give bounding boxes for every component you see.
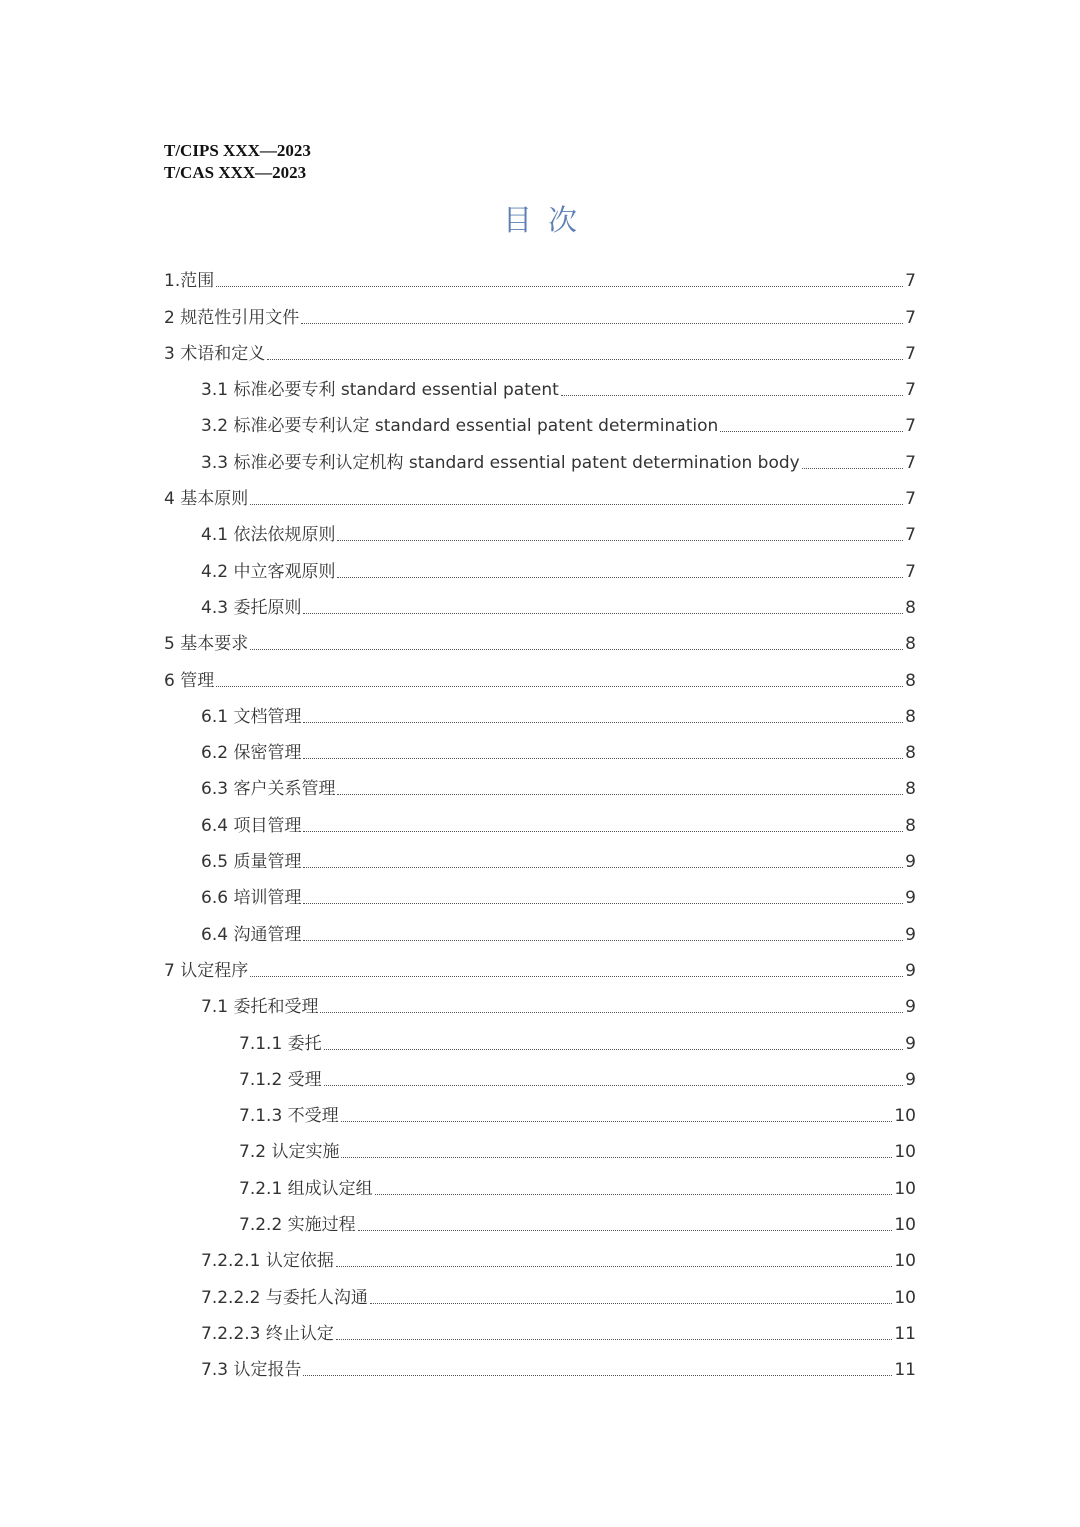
toc-entry[interactable] bbox=[164, 947, 916, 983]
toc-entry-label: 6.3 客户关系管理 bbox=[201, 779, 336, 800]
toc-entry-page-number: 7 bbox=[905, 380, 916, 401]
toc-entry-page-number: 7 bbox=[905, 416, 916, 437]
toc-entry[interactable] bbox=[164, 1019, 916, 1055]
toc-entry-label: 3.2 标准必要专利认定 standard essential patent determination bbox=[201, 416, 719, 437]
toc-entry-label: 7.1.2 受理 bbox=[239, 1069, 322, 1090]
toc-entry-label: 7.2.2 实施过程 bbox=[239, 1215, 356, 1236]
toc-entry[interactable] bbox=[164, 584, 916, 620]
toc-entry-page-number: 10 bbox=[894, 1287, 916, 1308]
dot-leader bbox=[337, 793, 903, 795]
toc-entry[interactable] bbox=[164, 656, 916, 692]
toc-entry[interactable] bbox=[164, 1092, 916, 1128]
toc-entry[interactable] bbox=[164, 693, 916, 729]
toc-entry[interactable] bbox=[164, 765, 916, 801]
toc-entry-page-number: 7 bbox=[905, 561, 916, 582]
toc-entry-label: 4.3 委托原则 bbox=[201, 597, 302, 618]
toc-entry[interactable] bbox=[164, 511, 916, 547]
toc-entry-page-number: 8 bbox=[905, 815, 916, 836]
dot-leader bbox=[267, 358, 903, 360]
table-of-contents bbox=[164, 257, 916, 1382]
toc-entry-page-number: 8 bbox=[905, 706, 916, 727]
dot-leader bbox=[250, 503, 903, 505]
toc-entry-label: 4 基本原则 bbox=[164, 489, 249, 510]
toc-entry-page-number: 8 bbox=[905, 634, 916, 655]
document-codes bbox=[164, 140, 311, 184]
toc-entry-page-number: 8 bbox=[905, 597, 916, 618]
toc-entry-label: 7.2.2.3 终止认定 bbox=[201, 1323, 334, 1344]
dot-leader bbox=[303, 721, 903, 723]
dot-leader bbox=[337, 539, 903, 541]
toc-entry-page-number: 10 bbox=[894, 1142, 916, 1163]
toc-entry-page-number: 9 bbox=[905, 1033, 916, 1054]
toc-entry-label: 7.2.1 组成认定组 bbox=[239, 1178, 373, 1199]
toc-entry-page-number: 9 bbox=[905, 888, 916, 909]
toc-entry-page-number: 7 bbox=[905, 307, 916, 328]
standard-code-cips: T/CIPS XXX—2023 bbox=[164, 141, 311, 160]
toc-entry-label: 2 规范性引用文件 bbox=[164, 307, 300, 328]
dot-leader bbox=[250, 648, 903, 650]
dot-leader bbox=[358, 1229, 893, 1231]
toc-entry-label: 5 基本要求 bbox=[164, 634, 249, 655]
dot-leader bbox=[303, 757, 903, 759]
dot-leader bbox=[370, 1302, 892, 1304]
toc-entry[interactable] bbox=[164, 293, 916, 329]
dot-leader bbox=[303, 612, 903, 614]
toc-entry[interactable] bbox=[164, 801, 916, 837]
dot-leader bbox=[720, 430, 903, 432]
dot-leader bbox=[324, 1048, 904, 1050]
toc-entry-page-number: 7 bbox=[905, 271, 916, 292]
toc-entry[interactable] bbox=[164, 1346, 916, 1382]
toc-entry-page-number: 8 bbox=[905, 670, 916, 691]
dot-leader bbox=[336, 1338, 892, 1340]
dot-leader bbox=[303, 939, 903, 941]
toc-entry-label: 6.2 保密管理 bbox=[201, 743, 302, 764]
toc-entry[interactable] bbox=[164, 1237, 916, 1273]
toc-entry[interactable] bbox=[164, 620, 916, 656]
toc-entry-label: 7 认定程序 bbox=[164, 960, 249, 981]
toc-entry-label: 4.1 依法依规原则 bbox=[201, 525, 336, 546]
toc-entry-page-number: 11 bbox=[894, 1360, 916, 1381]
toc-entry-label: 7.3 认定报告 bbox=[201, 1360, 302, 1381]
dot-leader bbox=[561, 394, 903, 396]
toc-entry-page-number: 9 bbox=[905, 1069, 916, 1090]
toc-entry-page-number: 8 bbox=[905, 743, 916, 764]
toc-entry[interactable] bbox=[164, 910, 916, 946]
dot-leader bbox=[320, 1011, 903, 1013]
toc-entry-label: 7.1.3 不受理 bbox=[239, 1106, 339, 1127]
toc-entry-page-number: 8 bbox=[905, 779, 916, 800]
toc-entry[interactable] bbox=[164, 257, 916, 293]
toc-entry-label: 1.范围 bbox=[164, 271, 215, 292]
toc-entry[interactable] bbox=[164, 547, 916, 583]
toc-entry[interactable] bbox=[164, 1056, 916, 1092]
toc-entry-page-number: 7 bbox=[905, 343, 916, 364]
dot-leader bbox=[216, 285, 903, 287]
toc-entry-page-number: 10 bbox=[894, 1215, 916, 1236]
toc-entry-page-number: 10 bbox=[894, 1251, 916, 1272]
toc-entry-label: 6 管理 bbox=[164, 670, 215, 691]
toc-entry-page-number: 7 bbox=[905, 525, 916, 546]
toc-entry-label: 4.2 中立客观原则 bbox=[201, 561, 336, 582]
page-title: 目次 bbox=[502, 203, 593, 237]
toc-entry-label: 3 术语和定义 bbox=[164, 343, 266, 364]
dot-leader bbox=[337, 576, 903, 578]
toc-entry[interactable] bbox=[164, 874, 916, 910]
toc-entry[interactable] bbox=[164, 366, 916, 402]
toc-entry[interactable] bbox=[164, 1164, 916, 1200]
toc-entry[interactable] bbox=[164, 1273, 916, 1309]
dot-leader bbox=[802, 467, 903, 469]
toc-entry-page-number: 7 bbox=[905, 452, 916, 473]
toc-entry[interactable] bbox=[164, 330, 916, 366]
toc-entry-label: 6.1 文档管理 bbox=[201, 706, 302, 727]
toc-entry-label: 7.2 认定实施 bbox=[239, 1142, 340, 1163]
toc-entry-label: 7.1.1 委托 bbox=[239, 1033, 322, 1054]
toc-entry[interactable] bbox=[164, 1310, 916, 1346]
dot-leader bbox=[336, 1265, 892, 1267]
toc-entry-page-number: 9 bbox=[905, 924, 916, 945]
dot-leader bbox=[303, 830, 903, 832]
toc-entry-page-number: 7 bbox=[905, 489, 916, 510]
dot-leader bbox=[303, 866, 903, 868]
toc-entry-label: 3.3 标准必要专利认定机构 standard essential patent determination body bbox=[201, 452, 800, 473]
dot-leader bbox=[375, 1193, 893, 1195]
toc-entry[interactable] bbox=[164, 1201, 916, 1237]
toc-entry-page-number: 10 bbox=[894, 1106, 916, 1127]
dot-leader bbox=[303, 902, 903, 904]
toc-entry-label: 6.6 培训管理 bbox=[201, 888, 302, 909]
toc-entry[interactable] bbox=[164, 983, 916, 1019]
dot-leader bbox=[216, 685, 903, 687]
toc-entry-label: 6.4 沟通管理 bbox=[201, 924, 302, 945]
toc-entry-page-number: 10 bbox=[894, 1178, 916, 1199]
toc-entry-label: 7.1 委托和受理 bbox=[201, 997, 319, 1018]
toc-entry-page-number: 9 bbox=[905, 997, 916, 1018]
dot-leader bbox=[303, 1374, 892, 1376]
dot-leader bbox=[250, 975, 903, 977]
toc-entry-label: 6.5 质量管理 bbox=[201, 852, 302, 873]
dot-leader bbox=[341, 1156, 892, 1158]
toc-entry[interactable] bbox=[164, 838, 916, 874]
toc-entry[interactable] bbox=[164, 1128, 916, 1164]
toc-entry-page-number: 9 bbox=[905, 960, 916, 981]
toc-entry-page-number: 9 bbox=[905, 852, 916, 873]
toc-entry[interactable] bbox=[164, 475, 916, 511]
dot-leader bbox=[341, 1120, 893, 1122]
toc-entry[interactable] bbox=[164, 402, 916, 438]
toc-entry-page-number: 11 bbox=[894, 1323, 916, 1344]
toc-entry-label: 7.2.2.2 与委托人沟通 bbox=[201, 1287, 368, 1308]
toc-entry-label: 6.4 项目管理 bbox=[201, 815, 302, 836]
dot-leader bbox=[301, 322, 903, 324]
toc-entry-label: 3.1 标准必要专利 standard essential patent bbox=[201, 380, 559, 401]
standard-code-cas: T/CAS XXX—2023 bbox=[164, 163, 307, 182]
dot-leader bbox=[324, 1084, 904, 1086]
toc-entry-label: 7.2.2.1 认定依据 bbox=[201, 1251, 334, 1272]
toc-entry[interactable] bbox=[164, 438, 916, 474]
toc-entry[interactable] bbox=[164, 729, 916, 765]
